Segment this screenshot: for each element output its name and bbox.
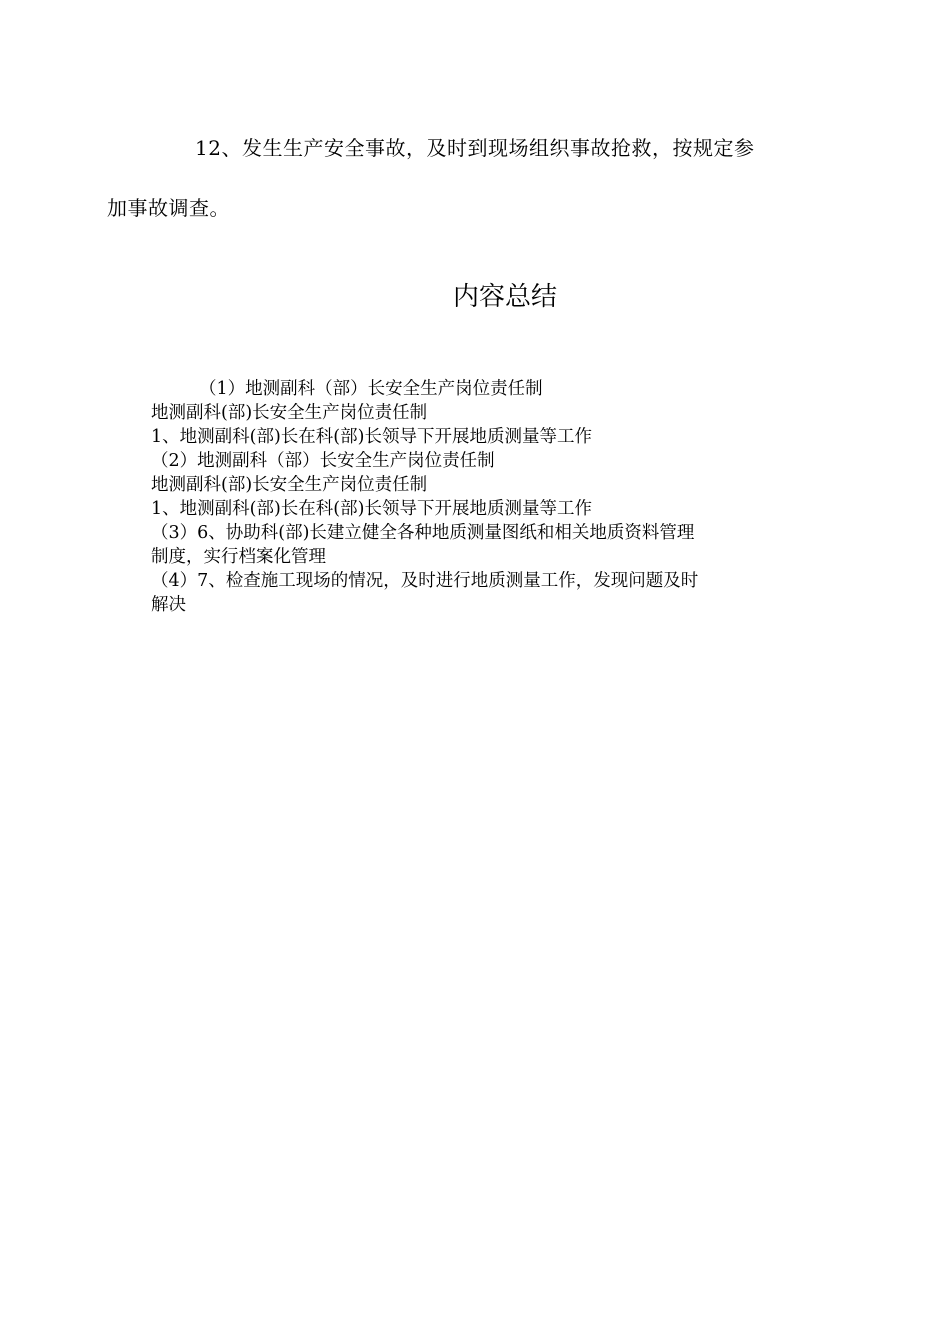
summary-line: （1）地测副科（部）长安全生产岗位责任制	[199, 379, 543, 399]
summary-line: 制度，实行档案化管理	[151, 547, 326, 567]
summary-line: （2）地测副科（部）长安全生产岗位责任制	[151, 451, 495, 471]
summary-line: 地测副科(部)长安全生产岗位责任制	[151, 403, 428, 423]
summary-line: 解决	[151, 595, 186, 615]
summary-line: 1、地测副科(部)长在科(部)长领导下开展地质测量等工作	[151, 499, 592, 519]
summary-body	[151, 377, 801, 617]
summary-line: 1、地测副科(部)长在科(部)长领导下开展地质测量等工作	[151, 427, 592, 447]
summary-line: 地测副科(部)长安全生产岗位责任制	[151, 475, 428, 495]
summary-line: （4）7、检查施工现场的情况，及时进行地质测量工作，发现问题及时	[151, 571, 699, 591]
paragraph-line: 加事故调查。	[107, 196, 230, 220]
summary-title: 内容总结	[452, 282, 557, 312]
body-paragraph	[107, 118, 811, 238]
paragraph-line: 12、发生生产安全事故，及时到现场组织事故抢救，按规定参	[195, 136, 755, 160]
summary-line: （3）6、协助科(部)长建立健全各种地质测量图纸和相关地质资料管理	[151, 523, 695, 543]
